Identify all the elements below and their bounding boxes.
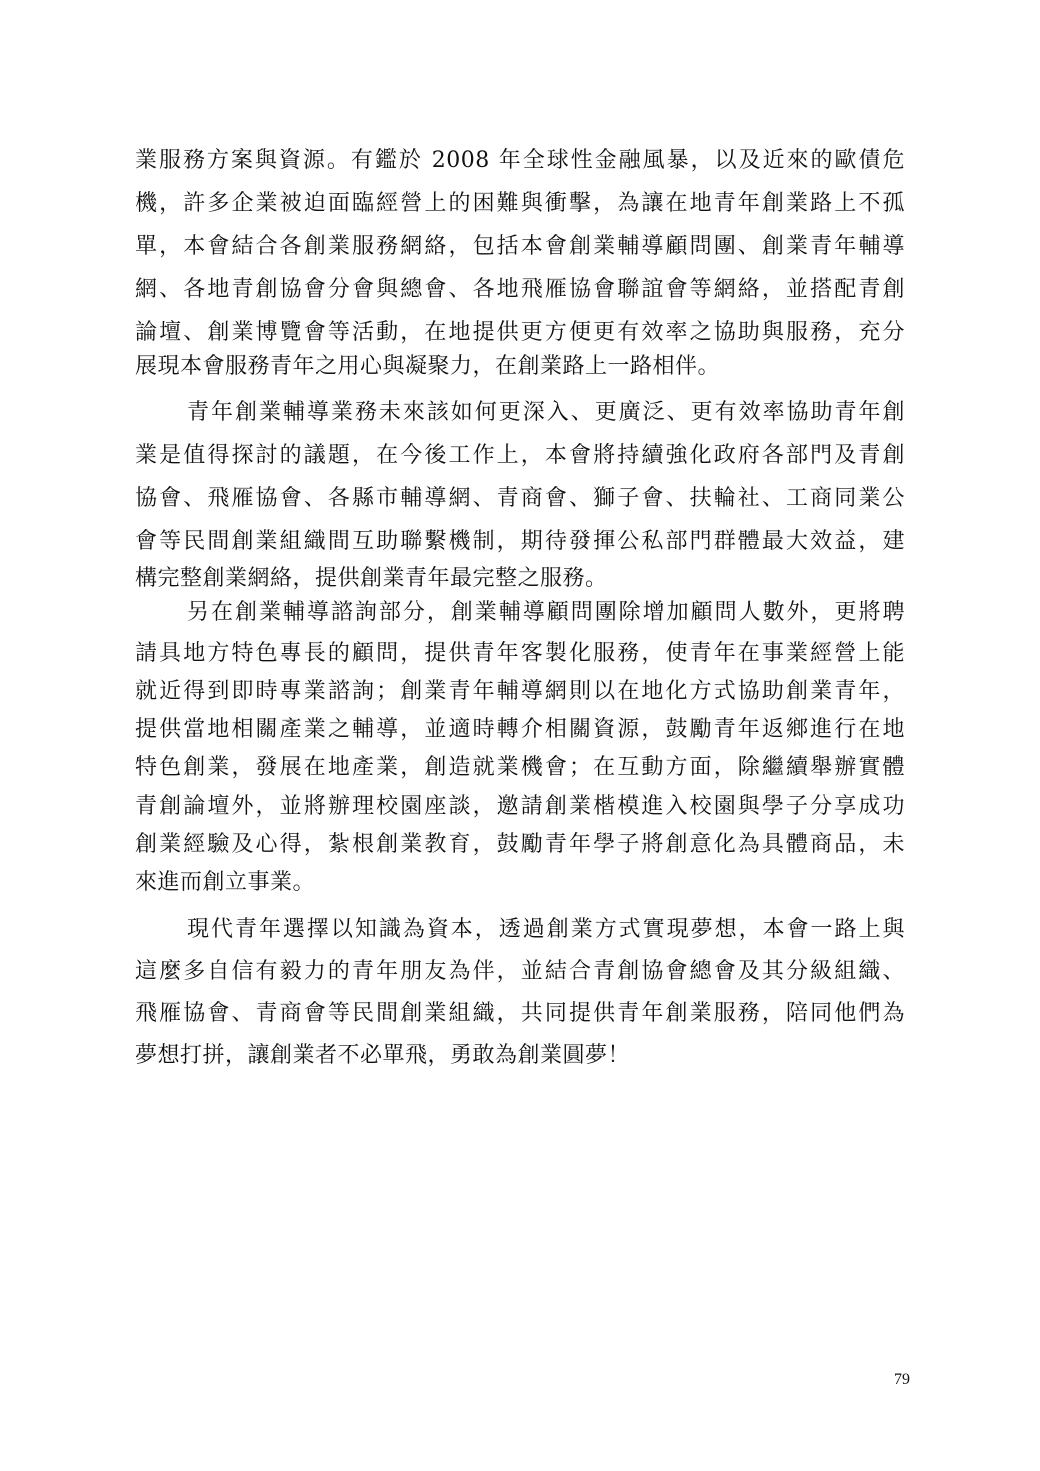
paragraph-4-line-4: 夢想打拼，讓創業者不必單飛，勇敢為創業圓夢！: [135, 1043, 631, 1068]
paragraph-2-line-5: 構完整創業網絡，提供創業青年最完整之服務。: [135, 566, 608, 591]
paragraph-2-line-3: 協會、飛雁協會、各縣市輔導網、青商會、獅子會、扶輪社、工商同業公: [135, 486, 905, 511]
paragraph-2-line-4: 會等民間創業組織間互助聯繫機制，期待發揮公私部門群體最大效益，建: [135, 529, 905, 554]
paragraph-3-line-1: 另在創業輔導諮詢部分，創業輔導顧問團除增加顧問人數外，更將聘: [187, 600, 905, 625]
paragraph-1-line-1: 業服務方案與資源。有鑑於 2008 年全球性金融風暴，以及近來的歐債危: [135, 148, 905, 173]
paragraph-1-line-6: 展現本會服務青年之用心與凝聚力，在創業路上一路相伴。: [135, 354, 721, 379]
paragraph-2-line-1: 青年創業輔導業務未來該如何更深入、更廣泛、更有效率協助青年創: [187, 400, 905, 425]
paragraph-1-line-5: 論壇、創業博覽會等活動，在地提供更方便更有效率之協助與服務，充分: [135, 320, 905, 345]
paragraph-4-line-2: 這麼多自信有毅力的青年朋友為伴，並結合青創協會總會及其分級組織、: [135, 959, 905, 984]
paragraph-1-line-3: 單，本會結合各創業服務網絡，包括本會創業輔導顧問團、創業青年輔導: [135, 234, 905, 259]
paragraph-3-line-6: 青創論壇外，並將辦理校園座談，邀請創業楷模進入校園與學子分享成功: [135, 794, 905, 819]
page-number: 79: [894, 1371, 910, 1388]
paragraph-3-line-8: 來進而創立事業。: [135, 870, 316, 895]
paragraph-3-line-4: 提供當地相關產業之輔導，並適時轉介相關資源，鼓勵青年返鄉進行在地: [135, 717, 905, 742]
paragraph-2-line-2: 業是值得探討的議題，在今後工作上，本會將持續強化政府各部門及青創: [135, 443, 905, 468]
paragraph-3-line-2: 請具地方特色專長的顧問，提供青年客製化服務，使青年在事業經營上能: [135, 641, 905, 666]
paragraph-3-line-5: 特色創業，發展在地產業，創造就業機會；在互動方面，除繼續舉辦實體: [135, 755, 905, 780]
paragraph-1-line-2: 機，許多企業被迫面臨經營上的困難與衝擊，為讓在地青年創業路上不孤: [135, 191, 905, 216]
paragraph-3-line-7: 創業經驗及心得，紮根創業教育，鼓勵青年學子將創意化為具體商品，未: [135, 832, 905, 857]
paragraph-4-line-1: 現代青年選擇以知識為資本，透過創業方式實現夢想，本會一路上與: [187, 917, 905, 942]
paragraph-4-line-3: 飛雁協會、青商會等民間創業組織，共同提供青年創業服務，陪同他們為: [135, 1001, 905, 1026]
paragraph-3-line-3: 就近得到即時專業諮詢；創業青年輔導網則以在地化方式協助創業青年，: [135, 679, 905, 704]
paragraph-1-line-4: 網、各地青創協會分會與總會、各地飛雁協會聯誼會等網絡，並搭配青創: [135, 277, 905, 302]
